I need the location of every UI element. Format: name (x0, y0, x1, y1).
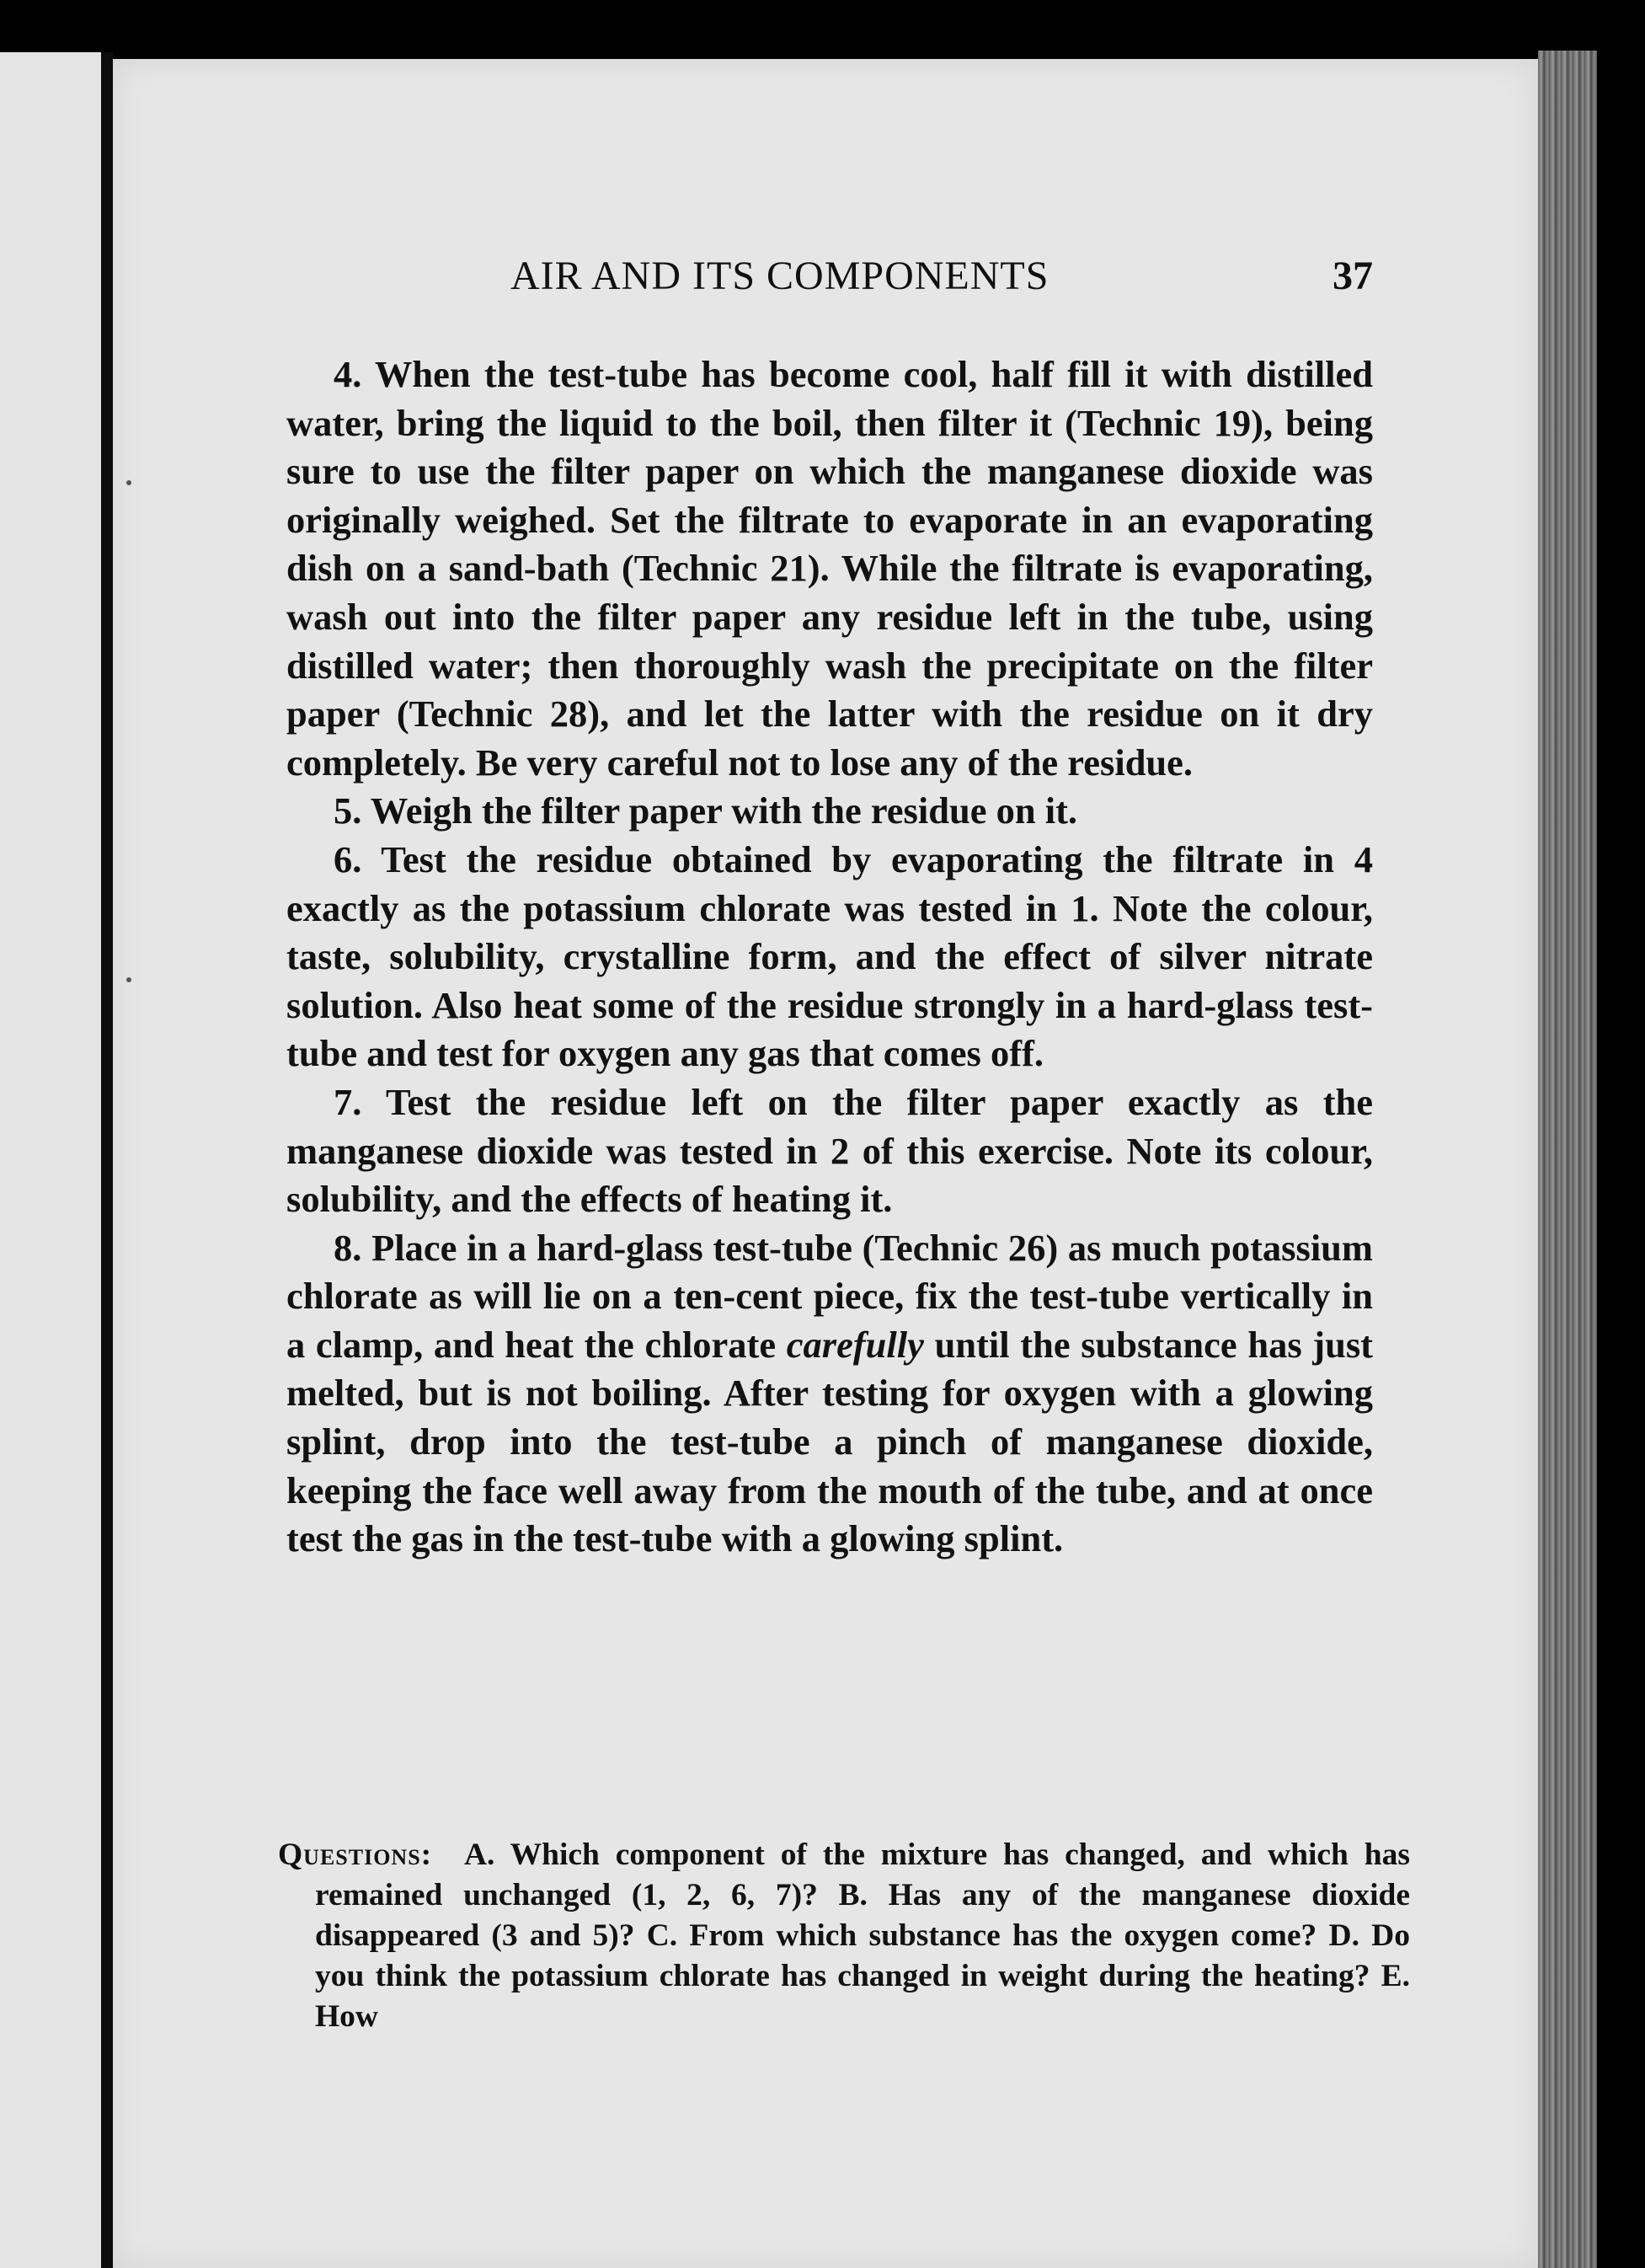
step-text: Weigh the filter paper with the residue on it. (370, 789, 1078, 832)
instructions-body (286, 350, 1373, 1564)
running-title: AIR AND ITS COMPONENTS (510, 254, 1049, 298)
speck (126, 977, 131, 982)
step-number: 8. (334, 1226, 362, 1269)
step-5 (286, 787, 1373, 836)
running-head (286, 253, 1373, 303)
step-8 (286, 1224, 1373, 1564)
page-number: 37 (1333, 254, 1373, 298)
questions-text: A. Which component of the mixture has changed, and which has remained unchanged (1, 2, 6, 7)? B. Has any of the manganese dioxide disappeared (3 and 5)? C. From which substance has the oxygen come? D. Do you think the potassium chlorate has changed in weight during the heating? E. How (315, 1837, 1410, 2034)
questions-label: Questions: (278, 1837, 433, 1872)
step-number: 4. (334, 353, 362, 395)
step-text: When the test-tube has become cool, half fill it with distilled water, bring the liquid to the boil, then filter it (Technic 19), being sure to use the filter paper on which the manganese dioxide was originally weighed. Set the filtrate to evaporate in an evaporating dish on a sand-bath (Technic 21). While the filtrate is evaporating, wash out into the filter paper any residue left in the tube, using distilled water; then thoroughly wash the precipitate on the filter paper (Technic 28), and let the latter with the residue on it dry completely. Be very careful not to lose any of the residue. (286, 353, 1374, 784)
step-text: Test the residue left on the filter paper exactly as the manganese dioxide was tested in 2 of this exercise. Note its colour, solubility, and the effects of heating it. (286, 1080, 1373, 1221)
step-text: Test the residue obtained by evaporating the filtrate in 4 exactly as the potassium chlorate was tested in 1. Note the colour, taste, solubility, crystalline form, and the effect of silver nitrate solution. Also heat some of the residue strongly in a hard-glass test-tube and test for oxygen any gas that comes off. (286, 837, 1373, 1075)
step-emphasis: carefully (786, 1323, 924, 1366)
facing-page-edge (0, 52, 101, 2268)
step-text: Place in a hard-glass test-tube (Technic 26) as much potassium chlorate as will lie on a ten-cent piece, fix the test-tube vertically in a clamp, and heat the chlorate (286, 1226, 1373, 1366)
scan-border-right (1597, 0, 1645, 2268)
step-6 (286, 836, 1373, 1078)
speck (126, 480, 131, 485)
book-gutter (101, 52, 113, 2268)
step-text: until the substance has just melted, but is not boiling. After testing for oxygen with a glowing splint, drop into the test-tube a pinch of manganese dioxide, keeping the face well away from the mouth of the tube, and at once test the gas in the test-tube with a glowing splint. (286, 1323, 1373, 1560)
step-7 (286, 1078, 1373, 1224)
step-number: 5. (334, 789, 362, 832)
step-number: 6. (334, 837, 362, 880)
questions-block (278, 1835, 1410, 2037)
page-stack-edge (1538, 51, 1597, 2268)
step-number: 7. (334, 1080, 362, 1123)
step-4 (286, 350, 1373, 787)
